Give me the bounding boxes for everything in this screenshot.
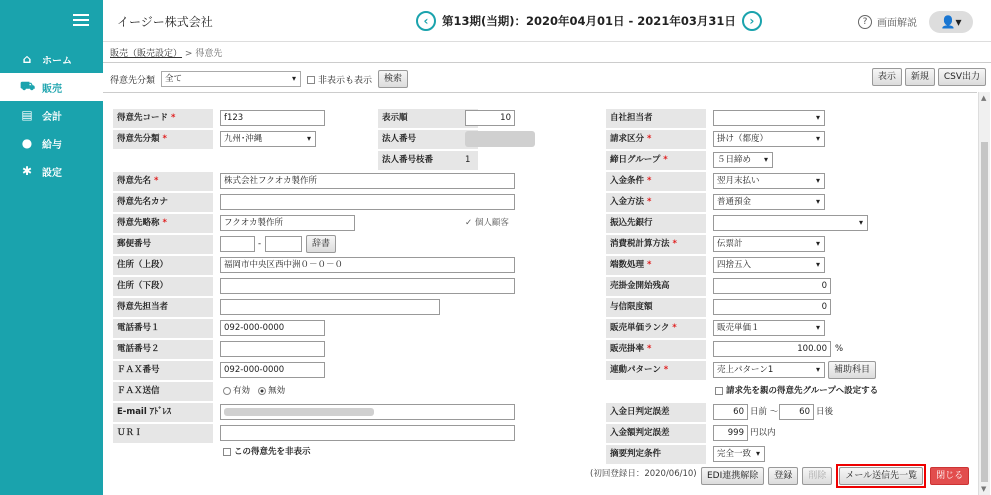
pay-method-label: 入金方法 * [606,193,706,212]
credit-label: 与信限度額 [606,298,706,317]
date-after-unit: 日後 [816,407,834,417]
fax-send-label: ＦＡＸ送信 [113,382,213,401]
addr1-input[interactable]: 福岡市中央区西中洲０－０－０ [220,257,515,273]
category-filter-label: 得意先分類 [110,75,156,86]
price-rank-select[interactable]: 販売単価１ ▾ [713,320,825,336]
home-icon: ⌂ [22,52,32,66]
kana-label: 得意先名カナ [113,193,213,212]
uri-label: ＵＲＩ [113,424,213,443]
ar-label: 売掛金開始残高 [606,277,706,296]
period-selector [416,11,762,31]
tax-select[interactable]: 伝票計 ▾ [713,236,825,252]
rate-label: 販売掛率 * [606,340,706,359]
new-button[interactable]: 新規 [905,68,935,86]
bank-select[interactable] [713,215,868,231]
abbr-label: 得意先略称 * [113,214,213,233]
show-hidden-checkbox[interactable] [307,73,372,86]
scroll-down-icon[interactable]: ▼ [981,485,987,493]
created-date: (初回登録日：2020/06/10) [590,469,697,479]
abbr-input[interactable]: フクオカ製作所 [220,215,355,231]
app-header [0,0,991,42]
company-staff-label: 自社担当者 [606,109,706,128]
sidebar-item-accounting[interactable] [0,101,103,129]
rate-unit: % [835,344,844,354]
price-rank-label: 販売単価ランク * [606,319,706,338]
rate-input[interactable]: 100.00 [713,341,831,357]
footer-actions [701,464,969,488]
amount-input[interactable]: 999 [713,425,748,441]
help-label: 画面解説 [877,18,917,29]
sidebar-item-settings[interactable] [0,157,103,185]
question-icon: ? [858,15,872,29]
radio-icon [258,387,266,395]
sidebar-item-payroll[interactable] [0,129,103,157]
sidebar-item-label: 給与 [42,139,62,151]
billing-select[interactable]: 掛け（都度） ▾ [713,131,825,147]
company-staff-select[interactable] [713,110,825,126]
pay-cond-label: 入金条件 * [606,172,706,191]
parent-group-label: 請求先を親の得意先グループへ設定する [726,386,879,396]
billing-label: 請求区分 * [606,130,706,149]
money-bag-icon: ● [21,136,33,150]
sidebar-item-label: 会計 [42,111,62,123]
gear-icon: ✱ [21,164,33,178]
toolbar [110,68,988,90]
kana-input[interactable] [220,194,515,210]
category-filter-select[interactable] [161,71,301,87]
chevron-right-icon[interactable]: › [742,11,762,31]
order-label: 表示順 [378,109,478,128]
category-label: 得意先分類 * [113,130,213,149]
fax-off-label: 無効 [268,386,286,396]
uri-input[interactable] [220,425,515,441]
help-link[interactable] [858,14,917,29]
main-content [103,42,991,495]
sidebar-item-label: ホーム [42,55,72,67]
checkbox-icon [223,448,231,456]
fax-on-label: 有効 [233,386,251,396]
user-icon: 👤▾ [940,15,962,29]
branch-label: 法人番号枝番 [378,151,478,170]
zip1-input[interactable] [220,236,255,252]
breadcrumb [110,46,222,59]
corp-no-label: 法人番号 [378,130,478,149]
company-name: イージー株式会社 [117,15,213,29]
addr2-label: 住所（下段） [113,277,213,296]
individual-label: 個人顧客 [474,218,509,228]
tel2-input[interactable] [220,341,325,357]
search-button[interactable]: 検索 [378,70,408,88]
email-input[interactable] [220,404,515,420]
calculator-icon: ▤ [21,108,33,122]
summary-select[interactable]: 完全一致 ▾ [713,446,765,462]
pay-method-select[interactable]: 普通預金 ▾ [713,194,825,210]
bank-label: 振込先銀行 [606,214,706,233]
date-after-input[interactable]: 60 [779,404,814,420]
email-label: E-mail ｱﾄﾞﾚｽ [113,403,213,422]
name-label: 得意先名 * [113,172,213,191]
fax-on-radio[interactable] [223,386,250,396]
dictionary-button[interactable]: 辞書 [306,235,336,253]
closing-select[interactable]: ５日締め ▾ [713,152,773,168]
zip-label: 郵便番号 [113,235,213,254]
amount-label: 入金額判定誤差 [606,424,706,443]
checkbox-icon [307,76,315,84]
amount-unit: 円以内 [750,428,776,438]
tax-label: 消費税計算方法 * [606,235,706,254]
category-select[interactable] [220,131,316,147]
name-input[interactable]: 株式会社フクオカ製作所 [220,173,515,189]
client-form [103,92,977,495]
menu-toggle[interactable] [0,0,103,42]
rounding-label: 端数処理 * [606,256,706,275]
fax-send-radios [223,383,285,399]
addr2-input[interactable] [220,278,515,294]
code-label: 得意先コード * [113,109,213,128]
divider [103,62,991,63]
link-select[interactable]: 売上パターン1 ▾ [713,362,825,378]
zip2-input[interactable] [265,236,302,252]
register-button[interactable]: 登録 [768,467,798,485]
csv-export-button[interactable]: CSV出力 [938,68,986,86]
category-value: 九州･沖縄 [224,134,263,144]
date-before-input[interactable]: 60 [713,404,748,420]
contact-input[interactable] [220,299,440,315]
sidebar [0,42,103,495]
sidebar-item-sales[interactable] [0,73,103,101]
tel1-input[interactable]: 092-000-0000 [220,320,325,336]
branch-value: 1 [465,155,471,165]
hamburger-icon[interactable] [73,14,89,26]
edi-unlink-button[interactable]: EDI連携解除 [701,467,764,485]
individual-checkbox[interactable]: ✓ 個人顧客 [465,218,509,228]
sidebar-item-label: 販売 [42,83,62,95]
show-button[interactable]: 表示 [872,68,902,86]
checkbox-icon [715,387,723,395]
corp-no-masked [465,131,535,147]
cart-icon: ⛟ [20,79,36,93]
fax-off-radio[interactable] [258,386,285,396]
category-filter-value: 全て [165,74,183,84]
period-label: 第13期(当期)：2020年04月01日 - 2021年03月31日 [442,14,736,28]
sidebar-item-home[interactable] [0,45,103,73]
tel1-label: 電話番号１ [113,319,213,338]
scrollbar-thumb[interactable] [981,142,988,482]
breadcrumb-separator: > [184,49,193,59]
rounding-select[interactable]: 四捨五入 ▾ [713,257,825,273]
close-button[interactable]: 閉じる [930,467,969,485]
scroll-up-icon[interactable]: ▲ [981,94,987,102]
order-input[interactable]: 10 [465,110,515,126]
ar-input[interactable]: 0 [713,278,831,294]
date-range-label: 入金日判定誤差 [606,403,706,422]
highlight-box [836,464,926,488]
fax-label: ＦＡＸ番号 [113,361,213,380]
closing-label: 締日グループ * [606,151,706,170]
code-input[interactable]: f123 [220,110,325,126]
credit-input[interactable]: 0 [713,299,831,315]
contact-label: 得意先担当者 [113,298,213,317]
parent-group-checkbox[interactable] [715,383,878,399]
show-hidden-label: 非表示も表示 [318,75,373,86]
breadcrumb-parent[interactable]: 販売（販売設定） [110,49,183,59]
mail-list-button[interactable]: メール送信先一覧 [839,467,923,485]
breadcrumb-current: 得意先 [195,49,223,59]
addr1-label: 住所（上段） [113,256,213,275]
hide-client-checkbox[interactable] [223,444,311,460]
hide-client-label: この得意先を非表示 [234,447,311,457]
chevron-left-icon[interactable]: ‹ [416,11,436,31]
aux-account-button[interactable]: 補助科目 [828,361,876,379]
delete-button[interactable]: 削除 [802,467,832,485]
tel2-label: 電話番号２ [113,340,213,359]
scrollbar[interactable] [978,92,990,495]
user-menu-button[interactable] [929,11,973,33]
link-label: 連動パターン * [606,361,706,380]
summary-label: 摘要判定条件 [606,445,706,464]
fax-input[interactable]: 092-000-0000 [220,362,325,378]
sidebar-item-label: 設定 [42,167,62,179]
radio-icon [223,387,231,395]
pay-cond-select[interactable]: 翌月末払い ▾ [713,173,825,189]
zip-separator: - [258,239,262,249]
toolbar-actions [872,68,986,86]
date-before-unit: 日前 ～ [750,407,779,417]
